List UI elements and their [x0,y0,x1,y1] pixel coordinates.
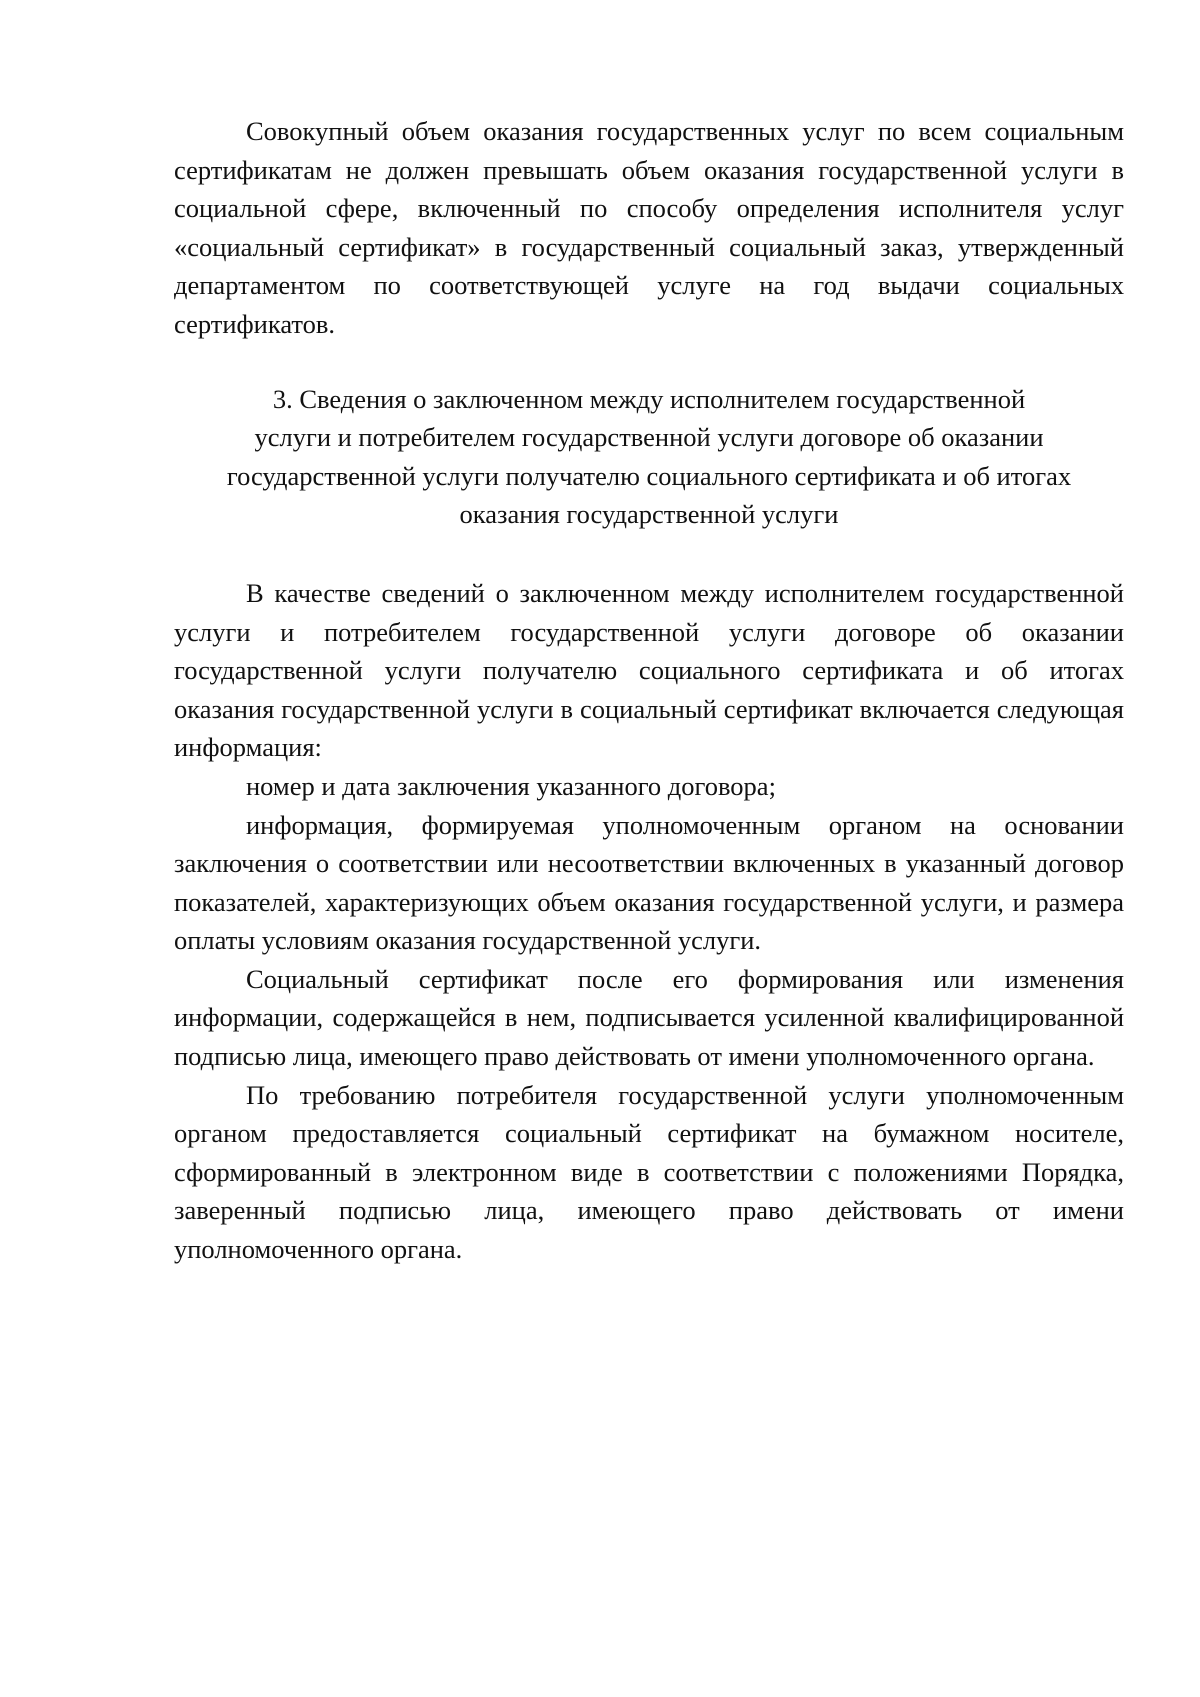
section-heading-line-4: оказания государственной услуги [459,499,839,530]
document-body [174,112,1124,1269]
paragraph-contract-number-date: номер и дата заключения указанного договора; [246,770,776,801]
section-heading-line-1: 3. Сведения о заключенном между исполнителем государственной [272,383,1026,414]
section-heading [174,380,1124,534]
paragraph-certificate-signing: Социальный сертификат после его формирования или изменения информации, содержащейся в нем, подписывается усиленной квалифицированной подписью лица, имеющего право действовать от имени уполномоченного органа. [174,963,1124,1072]
paragraph-paper-certificate: По требованию потребителя государственной услуги уполномоченным органом предоставляется социальный сертификат на бумажном носителе, сформированный в электронном виде в соответствии с положениями Порядка, заверенный подписью лица, имеющего право действовать от имени уполномоченного органа. [174,1079,1124,1265]
intro-paragraph: Совокупный объем оказания государственных услуг по всем социальным сертификатам не должен превышать объем оказания государственной услуги в социальной сфере, включенный по способу определения исполнителя услуг «социальный сертификат» в государственный социальный заказ, утвержденный департаментом по соответствующей услуге на год выдачи социальных сертификатов. [174,116,1124,339]
section-heading-line-3: государственной услуги получателю социального сертификата и об итогах [226,460,1072,491]
paragraph-authority-information: информация, формируемая уполномоченным органом на основании заключения о соответствии или несоответствии включенных в указанный договор показателей, характеризующих объем оказания государственной услуги, и размера оплаты условиям оказания государственной услуги. [174,809,1124,956]
paragraph-info-included: В качестве сведений о заключенном между исполнителем государственной услуги и потребителем государственной услуги договоре об оказании государственной услуги получателю социального сертификата и об итогах оказания государственной услуги в социальный сертификат включается следующая информация: [174,577,1124,763]
section-heading-line-2: услуги и потребителем государственной услуги договоре об оказании [254,422,1044,453]
